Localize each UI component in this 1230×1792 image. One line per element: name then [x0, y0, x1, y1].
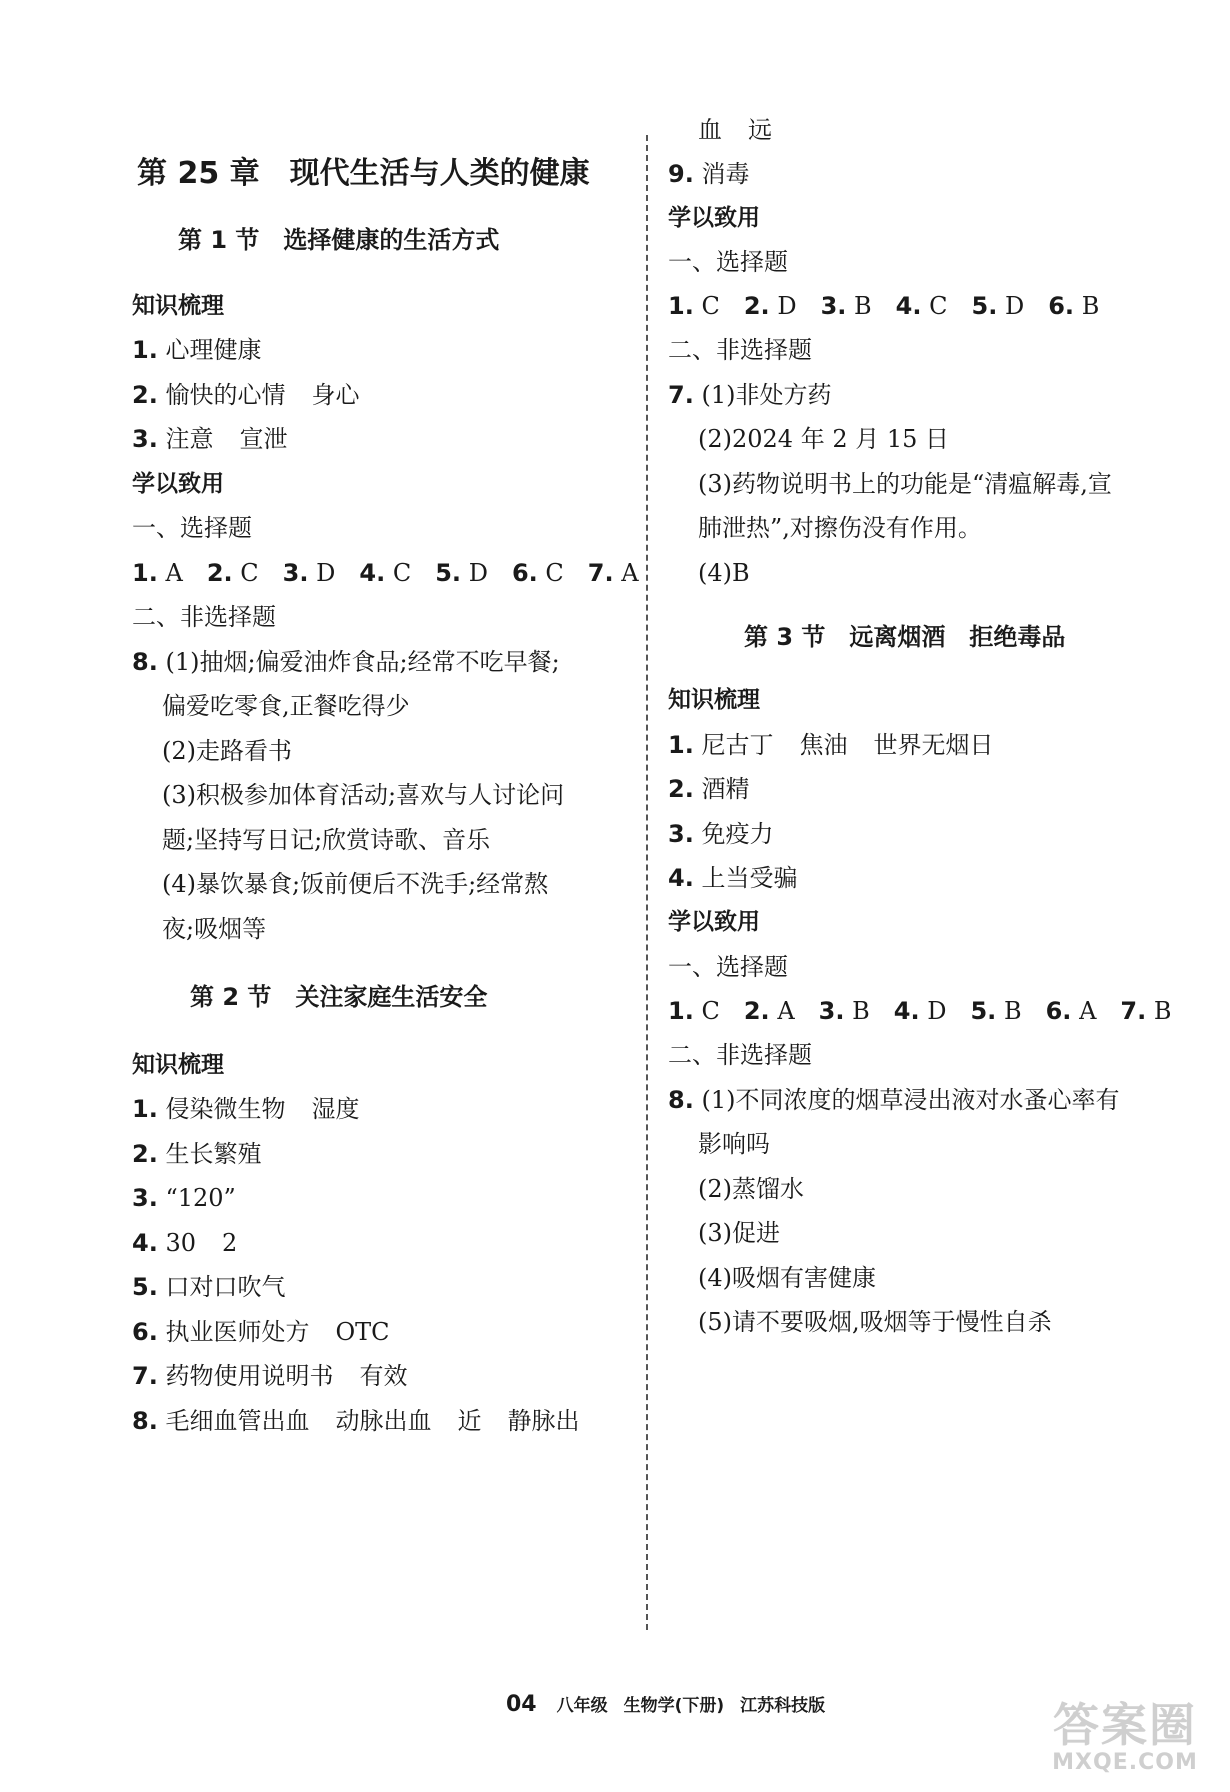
s1-nonchoice-heading: 二、非选择题 — [132, 603, 276, 631]
s1-knowledge-item-3: 3. 注意 宣泄 — [132, 425, 288, 453]
s3-knowledge-item-4: 4. 上当受骗 — [668, 864, 798, 892]
s2-knowledge-item-8: 8. 毛细血管出血 动脉出血 近 静脉出 — [132, 1407, 580, 1435]
choice-answer: 4. D — [893, 997, 947, 1025]
choice-answer: 1. C — [668, 997, 720, 1025]
footer-grade: 八年级 — [556, 1696, 608, 1716]
section-1-title: 第 1 节 选择健康的生活方式 — [178, 226, 500, 254]
s3-q8-line-4: (3)促进 — [698, 1219, 780, 1247]
choice-answer: 7. A — [587, 559, 639, 587]
s3-q8-line-2: 影响吗 — [698, 1130, 770, 1158]
s3-choice-heading: 一、选择题 — [668, 953, 788, 981]
choice-answer: 3. B — [820, 292, 872, 320]
s1-choice-answers — [132, 558, 639, 588]
s3-choice-answers — [668, 996, 1172, 1026]
choice-answer: 5. D — [971, 292, 1025, 320]
choice-answer: 3. D — [282, 559, 336, 587]
choice-answer: 6. B — [1048, 292, 1100, 320]
choice-answer: 3. B — [818, 997, 870, 1025]
s1-knowledge-item-1: 1. 心理健康 — [132, 336, 262, 364]
choice-answer: 7. B — [1120, 997, 1172, 1025]
footer-edition: 江苏科技版 — [740, 1696, 826, 1716]
s1-q8-line-4: (3)积极参加体育活动;喜欢与人讨论问 — [162, 781, 565, 809]
s1-knowledge-heading: 知识梳理 — [132, 293, 224, 319]
s2-q7-line-2: (2)2024 年 2 月 15 日 — [698, 425, 950, 453]
s3-q8-line-6: (5)请不要吸烟,吸烟等于慢性自杀 — [698, 1308, 1052, 1336]
s1-knowledge-item-2: 2. 愉快的心情 身心 — [132, 381, 360, 409]
s2-q7-line-4: 肺泄热”,对擦伤没有作用。 — [698, 514, 982, 542]
s2-knowledge-item-8-cont: 血 远 — [698, 116, 772, 144]
s2-knowledge-item-7: 7. 药物使用说明书 有效 — [132, 1362, 408, 1390]
choice-answer: 5. D — [435, 559, 488, 587]
watermark-logo: 答案圈 MXQE.COM — [1052, 1698, 1198, 1775]
column-divider — [646, 135, 648, 1630]
s2-knowledge-item-3: 3. “120” — [132, 1184, 236, 1212]
footer-subject: 生物学(下册) — [623, 1696, 725, 1716]
choice-answer: 4. C — [359, 559, 412, 587]
s2-choice-answers — [668, 291, 1099, 321]
page-number: 04 — [506, 1692, 537, 1717]
page-footer — [506, 1691, 841, 1717]
choice-answer: 6. C — [511, 559, 564, 587]
s3-knowledge-item-3: 3. 免疫力 — [668, 820, 774, 848]
choice-answer: 2. A — [743, 997, 795, 1025]
s3-q8-line-3: (2)蒸馏水 — [698, 1175, 804, 1203]
s2-nonchoice-heading: 二、非选择题 — [668, 336, 812, 364]
s2-knowledge-item-2: 2. 生长繁殖 — [132, 1140, 262, 1168]
s2-knowledge-item-6: 6. 执业医师处方 OTC — [132, 1318, 390, 1346]
s2-knowledge-heading: 知识梳理 — [132, 1052, 224, 1078]
choice-answer: 2. C — [206, 559, 259, 587]
s1-q8-line-3: (2)走路看书 — [162, 737, 292, 765]
s2-q7-line-5: (4)B — [698, 559, 750, 587]
s1-q8-line-7: 夜;吸烟等 — [162, 915, 267, 943]
s1-choice-heading: 一、选择题 — [132, 514, 252, 542]
s3-q8-line-5: (4)吸烟有害健康 — [698, 1264, 876, 1292]
s2-q7-line-3: (3)药物说明书上的功能是“清瘟解毒,宣 — [698, 470, 1112, 498]
s2-apply-heading: 学以致用 — [668, 205, 760, 231]
s3-knowledge-item-2: 2. 酒精 — [668, 775, 750, 803]
section-3-title: 第 3 节 远离烟酒 拒绝毒品 — [744, 623, 1066, 651]
s1-q8-line-6: (4)暴饮暴食;饭前便后不洗手;经常熬 — [162, 870, 549, 898]
s2-q7-line-1: 7. (1)非处方药 — [668, 381, 832, 409]
s2-knowledge-item-9: 9. 消毒 — [668, 160, 750, 188]
s2-knowledge-item-1: 1. 侵染微生物 湿度 — [132, 1095, 360, 1123]
s3-q8-line-1: 8. (1)不同浓度的烟草浸出液对水蚤心率有 — [668, 1086, 1120, 1114]
section-2-title: 第 2 节 关注家庭生活安全 — [190, 983, 488, 1011]
s1-q8-line-1: 8. (1)抽烟;偏爱油炸食品;经常不吃早餐; — [132, 648, 560, 676]
choice-answer: 2. D — [743, 292, 797, 320]
chapter-title: 第 25 章 现代生活与人类的健康 — [137, 156, 590, 191]
s2-knowledge-item-5: 5. 口对口吹气 — [132, 1273, 286, 1301]
s2-choice-heading: 一、选择题 — [668, 248, 788, 276]
s3-knowledge-heading: 知识梳理 — [668, 687, 760, 713]
s3-nonchoice-heading: 二、非选择题 — [668, 1041, 812, 1069]
choice-answer: 1. A — [132, 559, 183, 587]
choice-answer: 4. C — [895, 292, 948, 320]
s1-q8-line-5: 题;坚持写日记;欣赏诗歌、音乐 — [162, 826, 491, 854]
choice-answer: 1. C — [668, 292, 720, 320]
s1-apply-heading: 学以致用 — [132, 471, 224, 497]
choice-answer: 6. A — [1045, 997, 1097, 1025]
s3-knowledge-item-1: 1. 尼古丁 焦油 世界无烟日 — [668, 731, 994, 759]
s3-apply-heading: 学以致用 — [668, 909, 760, 935]
s1-q8-line-2: 偏爱吃零食,正餐吃得少 — [162, 692, 410, 720]
choice-answer: 5. B — [970, 997, 1022, 1025]
s2-knowledge-item-4: 4. 30 2 — [132, 1229, 238, 1257]
